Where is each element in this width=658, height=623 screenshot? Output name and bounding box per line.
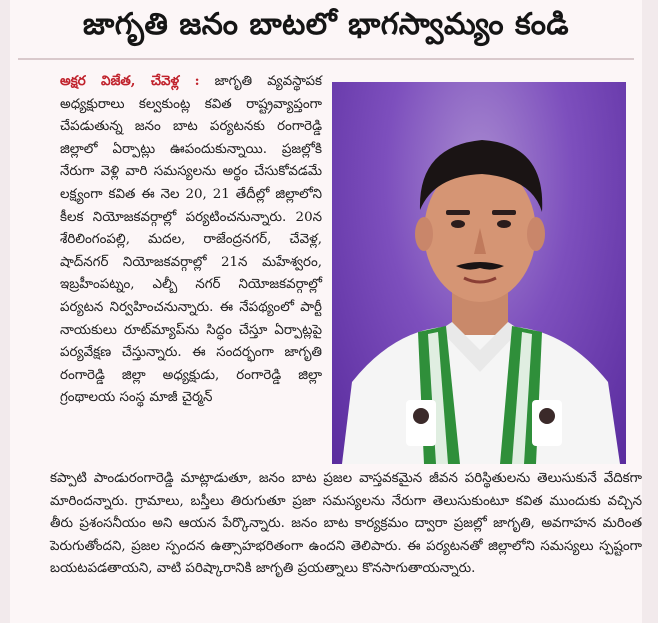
portrait-illustration [332, 82, 626, 464]
portrait-photo [332, 82, 626, 464]
headline: జాగృతి జనం బాటలో భాగస్వామ్యం కండి [82, 7, 570, 42]
article-body-column: జాగృతి వ్యవస్థాపక అధ్యక్షురాలు కల్వకుంట్ల కవిత రాష్ట్రవ్యాప్తంగా చేపడుతున్న జనం బాట పర్యటనకు రంగారెడ్డి జిల్లాలో ఏర్పాట్లు ఊపందుకున్నాయి. ప్రజల్లోకి నేరుగా వెళ్లి వారి సమస్యలను అర్థం చేసుకోవడమే లక్ష్యంగా కవిత ఈ నెల 20, 21 తేదీల్లో జిల్లాలోని కీలక నియోజకవర్గాల్లో పర్యటించనున్నారు. 20న శేరిలింగంపల్లి, మదల, రాజేంద్రనగర్, చేవెళ్ల, షాద్‌నగర్ నియోజకవర్గాల్లో 21న మహేశ్వరం, ఇబ్రహీంపట్నం, ఎల్బీ నగర్ నియోజకవర్గాల్లో పర్యటన నిర్వహించనున్నారు. ఈ నేపథ్యంలో పార్టీ నాయకులు రూట్‌మ్యాప్‌ను సిద్ధం చేస్తూ ఏర్పాట్లపై పర్యవేక్షణ చేస్తున్నారు. ఈ సందర్భంగా జాగృతి రంగారెడ్డి జిల్లా అధ్యక్షుడు, రంగారెడ్డి జిల్లా గ్రంథాలయ సంస్థ మాజీ చైర్మన్ [60, 74, 323, 406]
article-column [60, 70, 322, 410]
article-paragraph [60, 70, 322, 410]
article-continuation [50, 468, 642, 581]
headline-divider [18, 58, 634, 60]
article-body-full-width: కప్పాటి పాండురంగారెడ్డి మాట్లాడుతూ, జనం బాట ప్రజల వాస్తవకమైన జీవన పరిస్థితులను తెలుసుకునే వేదికగా మారిందన్నారు. గ్రామాలు, బస్తీలు తిరుగుతూ ప్రజా సమస్యలను నేరుగా తెలుసుకుంటూ కవిత ముందుకు వచ్చిన తీరు ప్రశంసనీయం అని ఆయన పేర్కొన్నారు. జనం బాట కార్యక్రమం ద్వారా ప్రజల్లో జాగృతి, అవగాహన మరింత పెరుగుతోందని, ప్రజల స్పందన ఉత్సాహభరితంగా ఉందని తెలిపారు. ఈ పర్యటనతో జిల్లాలోని సమస్యలు స్పష్టంగా బయటపడతాయని, వాటి పరిష్కారానికి జాగృతి ప్రయత్నాలు కొనసాగుతాయన్నారు. [50, 471, 642, 577]
newspaper-clipping [10, 0, 642, 623]
dateline: అక్షర విజేత, చేవెళ్ల : [60, 73, 200, 89]
